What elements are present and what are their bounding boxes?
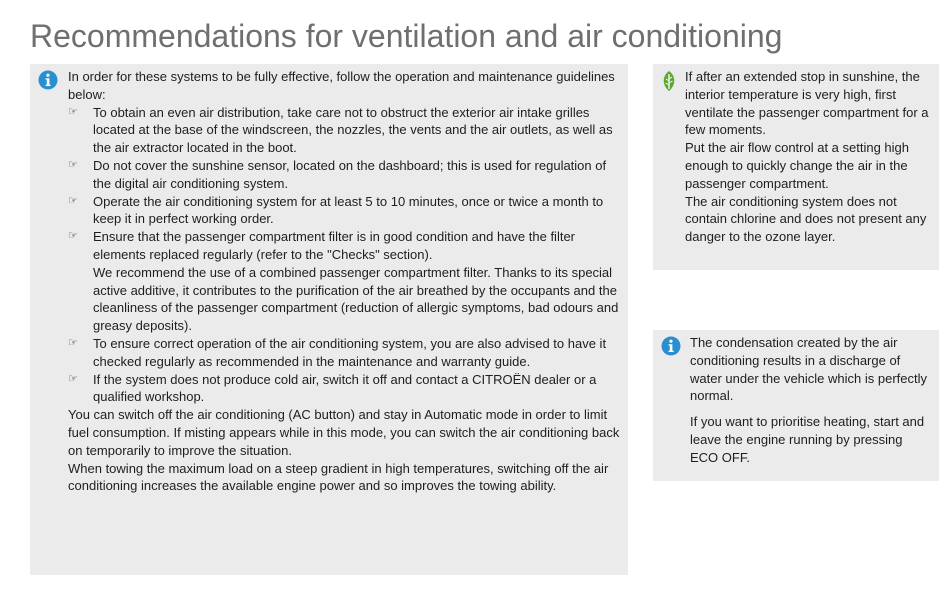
guideline-text: To obtain an even air distribution, take care not to obstruct the exterior air intake grilles located at the base of the windscreen, the nozzles, the vents and the air outlets, as well as the air extractor located in the boot. — [93, 104, 613, 156]
guideline-text: Do not cover the sunshine sensor, located on the dashboard; this is used for regulation of the digital air conditioning system. — [93, 157, 607, 191]
pointing-hand-icon: ☞ — [68, 158, 78, 171]
condensation-info-panel — [653, 330, 939, 481]
towing-text: When towing the maximum load on a steep gradient in high temperatures, switching off the air conditioning increases the available engine power and so improves the towing ability. — [68, 460, 609, 494]
pointing-hand-icon: ☞ — [68, 230, 78, 243]
intro-text: In order for these systems to be fully effective, follow the operation and maintenance guidelines below: — [68, 69, 615, 102]
guideline-item — [68, 104, 624, 157]
guideline-text: To ensure correct operation of the air conditioning system, you are also advised to have it checked regularly as recommended in the maintenance and warranty guide. — [93, 335, 607, 369]
guideline-item — [68, 228, 624, 335]
guideline-item — [68, 371, 624, 407]
ac-off-text: You can switch off the air conditioning (AC button) and stay in Automatic mode in order to limit fuel consumption. If misting appears while in this mode, you can switch the air conditioning back on temporarily to improve the situation. — [68, 407, 620, 458]
eco-tip-paragraph: Put the air flow control at a setting high enough to quickly change the air in the passenger compartment. — [685, 140, 910, 191]
heating-priority-text: If you want to prioritise heating, start and leave the engine running by pressing ECO OFF. — [690, 414, 925, 465]
guideline-item — [68, 335, 624, 371]
pointing-hand-icon: ☞ — [68, 105, 78, 118]
eco-tip-paragraph: The air conditioning system does not contain chlorine and does not present any danger to the ozone layer. — [685, 193, 927, 245]
eco-tip-paragraph: If after an extended stop in sunshine, the interior temperature is very high, first ventilate the passenger compartment for a few moments. — [685, 69, 929, 138]
pointing-hand-icon: ☞ — [68, 372, 78, 385]
guideline-text: Ensure that the passenger compartment filter is in good condition and have the filter elements replaced regularly (refer to the "Checks" section). — [93, 229, 576, 262]
info-icon — [661, 336, 681, 356]
guideline-item — [68, 193, 624, 229]
filter-recommendation-text: We recommend the use of a combined passenger compartment filter. Thanks to its special active additive, it contributes to the purification of the air breathed by the occupants and the cleanliness of the passenger compartment (reduction of allergic symptoms, bad odours and greasy deposits). — [93, 264, 619, 334]
eco-tip-panel — [653, 64, 939, 270]
guideline-item — [68, 157, 624, 193]
pointing-hand-icon: ☞ — [68, 194, 78, 207]
guideline-text: Operate the air conditioning system for at least 5 to 10 minutes, once or twice a month to keep it in perfect working order. — [93, 193, 604, 227]
recommendations-panel — [30, 64, 628, 575]
condensation-info-content — [690, 334, 930, 467]
guideline-text: If the system does not produce cold air, switch it off and contact a CITROËN dealer or a qualified workshop. — [93, 371, 597, 405]
page-title: Recommendations for ventilation and air conditioning — [30, 18, 783, 54]
condensation-text: The condensation created by the air conditioning results in a discharge of water under the vehicle which is perfectly normal. — [690, 335, 928, 404]
pointing-hand-icon: ☞ — [68, 336, 78, 349]
guideline-list — [68, 104, 624, 407]
eco-leaf-icon — [659, 70, 679, 90]
recommendations-content — [68, 68, 624, 495]
eco-tip-content — [685, 68, 933, 246]
info-icon — [38, 70, 58, 90]
